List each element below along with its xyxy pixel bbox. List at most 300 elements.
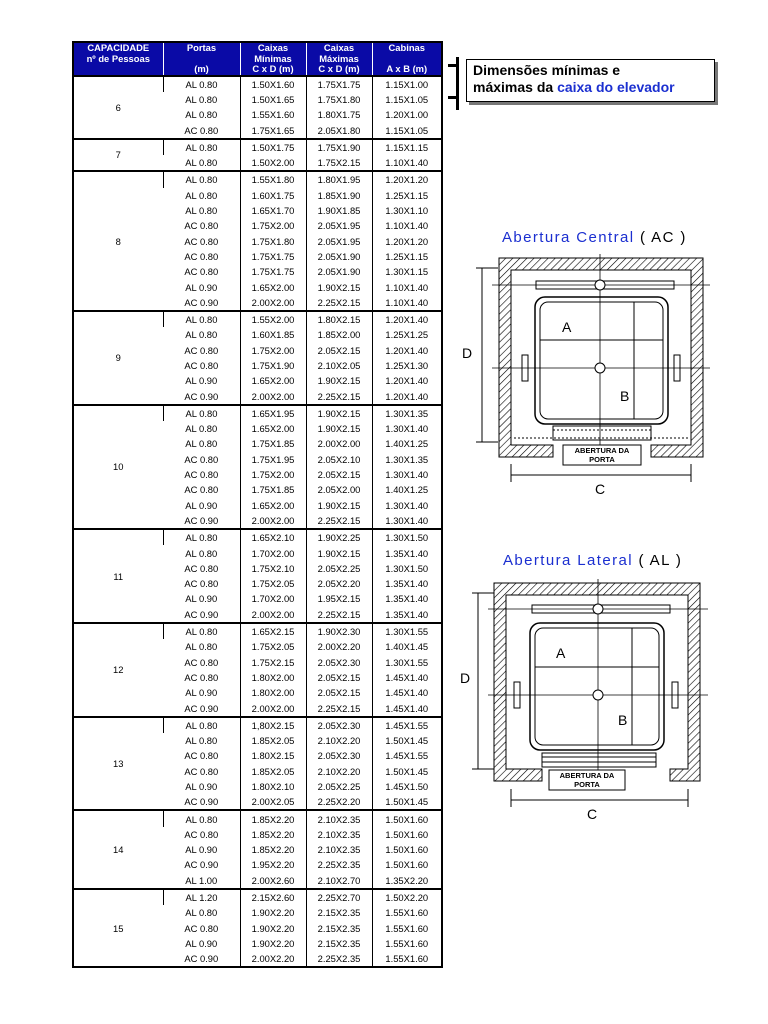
cabin-cell: 1.30X1.35	[372, 405, 442, 421]
min-shaft-cell: 2.00X2.00	[240, 513, 306, 529]
cabin-cell: 1.30X1.40	[372, 421, 442, 436]
min-shaft-cell: 1.85X2.05	[240, 733, 306, 748]
max-shaft-cell: 2.10X2.35	[306, 842, 372, 857]
min-shaft-cell: 1.65X1.95	[240, 405, 306, 421]
cabin-cell: 1.35X1.40	[372, 545, 442, 560]
center-mark	[595, 363, 605, 373]
door-cell: AL 0.80	[185, 641, 218, 653]
door-cell: AL 0.80	[163, 810, 240, 826]
door-cell: AC 0.90	[184, 859, 219, 871]
min-shaft-cell: 1.65X2.00	[240, 421, 306, 436]
min-shaft-cell: 1.55X1.80	[240, 171, 306, 187]
cabin-cell: 1.10X1.40	[372, 218, 442, 233]
door-cell: AC 0.80	[184, 578, 219, 590]
door-cell: AC 0.90	[184, 796, 219, 808]
min-shaft-cell: 1.75X2.00	[240, 467, 306, 482]
cabin	[535, 297, 668, 424]
door-cell: AC 0.80	[184, 344, 219, 356]
cabin-cell: 1.45X1.55	[372, 717, 442, 733]
door-cell: AL 0.90	[185, 937, 218, 949]
title-line-2-prefix: máximas da	[473, 79, 558, 95]
cabin-cell: 1.20X1.40	[372, 373, 442, 388]
max-shaft-cell: 1.75X1.80	[306, 92, 372, 107]
min-shaft-cell: 1.65X2.00	[240, 373, 306, 388]
door-cell: AC 0.80	[184, 124, 219, 136]
door-cell: AL 0.90	[185, 687, 218, 699]
cabin-cell: 1.35X2.20	[372, 873, 442, 889]
door-cell: AL 0.80	[185, 329, 218, 341]
title-line-1: Dimensões mínimas e	[473, 62, 621, 78]
min-shaft-cell: 2.00X2.60	[240, 873, 306, 889]
table-row	[73, 889, 442, 905]
max-shaft-cell: 1.90X2.15	[306, 498, 372, 513]
door-cell: AL 0.90	[185, 375, 218, 387]
min-shaft-cell: 1.75X2.00	[240, 343, 306, 358]
min-shaft-cell: 1.80X2.00	[240, 685, 306, 700]
max-shaft-cell: 2.10X2.20	[306, 764, 372, 779]
max-shaft-cell: 1.90X2.15	[306, 373, 372, 388]
max-shaft-cell: 2.25X2.15	[306, 295, 372, 311]
cabin-cell: 1.25X1.25	[372, 327, 442, 342]
column-header-line: Cabinas	[388, 42, 425, 53]
title-line-2	[473, 79, 708, 96]
capacity-cell: 10	[73, 405, 163, 529]
min-shaft-cell: 1.90X2.20	[240, 921, 306, 936]
cabin-cell: 1.30X1.40	[372, 498, 442, 513]
column-header-line: CAPACIDADE	[87, 42, 150, 53]
door-cell: AL 0.80	[163, 139, 240, 155]
door-cell: AC 0.90	[184, 953, 219, 965]
max-shaft-cell: 2.05X1.90	[306, 249, 372, 264]
max-shaft-cell: 2.00X2.20	[306, 639, 372, 654]
door-cell: AL 0.80	[163, 717, 240, 733]
max-shaft-cell: 2.25X2.15	[306, 700, 372, 716]
max-shaft-cell: 2.05X2.25	[306, 779, 372, 794]
max-shaft-cell: 2.25X2.20	[306, 794, 372, 810]
min-shaft-cell: 1.75X1.90	[240, 358, 306, 373]
cabin-cell: 1.20X1.40	[372, 343, 442, 358]
max-shaft-cell: 2.10X2.20	[306, 733, 372, 748]
door-cell: AC 0.80	[184, 469, 219, 481]
cabin-cell: 1.20X1.00	[372, 107, 442, 122]
table-row	[73, 76, 442, 92]
min-shaft-cell: 1.75X1.65	[240, 122, 306, 138]
table-row	[73, 623, 442, 639]
max-shaft-cell: 1.90X2.15	[306, 545, 372, 560]
min-shaft-cell: 1.60X1.75	[240, 188, 306, 203]
door-cell: AL 0.80	[185, 423, 218, 435]
max-shaft-cell: 2.05X2.25	[306, 561, 372, 576]
door-cell: AL 0.80	[185, 547, 218, 559]
dimension-d-label: D	[460, 670, 471, 686]
door-cell: AL 0.80	[163, 311, 240, 327]
max-shaft-cell: 1.75X1.75	[306, 76, 372, 92]
door-cell: AC 0.80	[184, 266, 219, 278]
cabin-cell: 1.30X1.50	[372, 529, 442, 545]
min-shaft-cell: 1.80X2.00	[240, 670, 306, 685]
cabin-cell: 1.15X1.00	[372, 76, 442, 92]
max-shaft-cell: 2.00X2.00	[306, 436, 372, 451]
min-shaft-cell: 1.55X2.00	[240, 311, 306, 327]
central-diagram-title-code: ( AC )	[634, 229, 687, 246]
cabin-cell: 1.45X1.50	[372, 779, 442, 794]
capacity-cell: 9	[73, 311, 163, 405]
door-opening-label-1: ABERTURA DA	[559, 771, 615, 780]
door-cell: AL 0.80	[163, 623, 240, 639]
title-box	[466, 59, 715, 102]
min-shaft-cell: 1,80X2.15	[240, 717, 306, 733]
door-cell: AC 0.80	[184, 671, 219, 683]
cabin-cell: 1.35X1.40	[372, 607, 442, 623]
min-shaft-cell: 1.75X2.00	[240, 218, 306, 233]
door-cell: AC 0.80	[184, 484, 219, 496]
capacity-cell: 7	[73, 139, 163, 172]
door-cell: AL 0.80	[185, 189, 218, 201]
cabin-cell: 1.15X1.15	[372, 139, 442, 155]
min-shaft-cell: 1.95X2.20	[240, 857, 306, 872]
door-opening-label-1: ABERTURA DA	[574, 446, 630, 455]
max-shaft-cell: 2.10X2.70	[306, 873, 372, 889]
min-shaft-cell: 1.75X1.85	[240, 482, 306, 497]
door-cell: AC 0.80	[184, 765, 219, 777]
door-cell: AL 0.80	[185, 205, 218, 217]
column-header-line: Portas	[186, 42, 217, 53]
min-shaft-cell: 2.00X2.00	[240, 700, 306, 716]
max-shaft-cell: 2.05X2.15	[306, 343, 372, 358]
max-shaft-cell: 2.05X1.90	[306, 264, 372, 279]
cabin-cell: 1.50X1.60	[372, 810, 442, 826]
min-shaft-cell: 1.80X2.10	[240, 779, 306, 794]
cabin-cell: 1.50X1.45	[372, 733, 442, 748]
max-shaft-cell: 1.80X2.15	[306, 311, 372, 327]
lateral-opening-diagram	[458, 577, 720, 823]
door-cell: AL 0.90	[185, 844, 218, 856]
cabin-cell: 1.45X1.40	[372, 700, 442, 716]
door-cell: AL 0.90	[185, 499, 218, 511]
min-shaft-cell: 1.70X2.00	[240, 591, 306, 606]
column-header	[240, 42, 306, 76]
table-row	[73, 171, 442, 187]
table-row	[73, 717, 442, 733]
max-shaft-cell: 1.75X1.90	[306, 139, 372, 155]
door-cell: AL 0.80	[185, 438, 218, 450]
max-shaft-cell: 2.25X2.15	[306, 607, 372, 623]
lateral-diagram-title-text: Abertura Lateral	[503, 552, 633, 569]
min-shaft-cell: 1.65X2.00	[240, 498, 306, 513]
table-row	[73, 311, 442, 327]
column-header	[372, 42, 442, 76]
min-shaft-cell: 1.50X1.65	[240, 92, 306, 107]
cabin-cell: 1.30X1.50	[372, 561, 442, 576]
cabin-cell: 1.50X2.20	[372, 889, 442, 905]
dimension-c-label: C	[595, 481, 606, 497]
cabin-cell: 1.20X1.20	[372, 171, 442, 187]
max-shaft-cell: 2.05X2.20	[306, 576, 372, 591]
door-cell: AL 1.00	[185, 874, 218, 886]
cabin-cell: 1.50X1.60	[372, 842, 442, 857]
cabin-cell: 1.50X1.45	[372, 794, 442, 810]
door-cell: AC 0.80	[184, 359, 219, 371]
door-cell: AC 0.80	[184, 453, 219, 465]
max-shaft-cell: 1.80X1.75	[306, 107, 372, 122]
lateral-diagram-title	[503, 552, 682, 569]
door-cell: AL 0.80	[185, 907, 218, 919]
cabin-cell: 1.25X1.30	[372, 358, 442, 373]
column-header-line: C x D (m)	[318, 63, 360, 74]
cabin-cell: 1.20X1.20	[372, 233, 442, 248]
central-opening-diagram	[462, 252, 722, 497]
cabin-cell: 1.35X1.40	[372, 576, 442, 591]
cabin-cell: 1.30X1.55	[372, 623, 442, 639]
min-shaft-cell: 2.00X2.20	[240, 951, 306, 967]
max-shaft-cell: 2.05X2.15	[306, 467, 372, 482]
max-shaft-cell: 2.05X1.95	[306, 233, 372, 248]
door-cell: AC 0.80	[184, 750, 219, 762]
door-cell: AC 0.80	[184, 235, 219, 247]
center-mark	[593, 690, 603, 700]
max-shaft-cell: 1.90X2.15	[306, 405, 372, 421]
dimension-a-label: A	[556, 645, 566, 661]
min-shaft-cell: 1.85X2.20	[240, 810, 306, 826]
cabin-cell: 1.30X1.40	[372, 513, 442, 529]
door-cell: AL 0.80	[185, 93, 218, 105]
column-header-line: C x D (m)	[252, 63, 294, 74]
cabin-cell: 1.30X1.40	[372, 467, 442, 482]
column-header-line: (m)	[194, 63, 209, 74]
max-shaft-cell: 1.95X2.15	[306, 591, 372, 606]
min-shaft-cell: 1.65X2.00	[240, 279, 306, 294]
door-opening-label-2: PORTA	[574, 780, 600, 789]
max-shaft-cell: 2.25X2.15	[306, 388, 372, 404]
door-cell: AL 0.80	[163, 76, 240, 92]
max-shaft-cell: 2.05X2.30	[306, 717, 372, 733]
lateral-diagram-title-code: ( AL )	[632, 552, 683, 569]
max-shaft-cell: 2.25X2.35	[306, 857, 372, 872]
door-cell: AL 0.80	[163, 171, 240, 187]
door-cell: AC 0.90	[184, 296, 219, 308]
door-cell: AL 0.90	[185, 281, 218, 293]
max-shaft-cell: 2.05X2.30	[306, 654, 372, 669]
max-shaft-cell: 1.85X2.00	[306, 327, 372, 342]
capacity-cell: 8	[73, 171, 163, 311]
dimension-d-label: D	[462, 345, 473, 361]
min-shaft-cell: 1.50X1.75	[240, 139, 306, 155]
max-shaft-cell: 2.05X2.15	[306, 670, 372, 685]
door-cell: AL 0.80	[163, 405, 240, 421]
door-cell: AL 0.80	[185, 157, 218, 169]
cabin-cell: 1.20X1.40	[372, 311, 442, 327]
column-header-line: Máximas	[319, 52, 359, 64]
cabin-cell: 1.50X1.60	[372, 827, 442, 842]
capacity-cell: 11	[73, 529, 163, 623]
min-shaft-cell: 1.55X1.60	[240, 107, 306, 122]
cabin-cell: 1.30X1.15	[372, 264, 442, 279]
min-shaft-cell: 1.80X2.15	[240, 748, 306, 763]
cabin-cell: 1.30X1.55	[372, 654, 442, 669]
dimensions-table-wrapper	[72, 41, 443, 968]
bracket-tick	[448, 64, 459, 67]
cabin-cell: 1.15X1.05	[372, 92, 442, 107]
max-shaft-cell: 2.15X2.35	[306, 921, 372, 936]
capacity-cell: 6	[73, 76, 163, 139]
max-shaft-cell: 2.05X1.95	[306, 218, 372, 233]
max-shaft-cell: 2.05X2.30	[306, 748, 372, 763]
dimension-b-label: B	[618, 712, 628, 728]
max-shaft-cell: 2.25X2.70	[306, 889, 372, 905]
table-body	[73, 76, 442, 968]
max-shaft-cell: 1.90X1.85	[306, 203, 372, 218]
title-line-2-highlight: caixa do elevador	[557, 79, 675, 95]
min-shaft-cell: 1.75X1.85	[240, 436, 306, 451]
cabin-cell: 1.30X1.10	[372, 203, 442, 218]
cabin-cell: 1.10X1.40	[372, 295, 442, 311]
max-shaft-cell: 1.90X2.25	[306, 529, 372, 545]
column-header	[73, 42, 163, 76]
door-cell: AC 0.80	[184, 250, 219, 262]
capacity-cell: 13	[73, 717, 163, 811]
cabin-cell: 1.55X1.60	[372, 936, 442, 951]
door-opening-label-2: PORTA	[589, 455, 615, 464]
door-cell: AC 0.90	[184, 702, 219, 714]
min-shaft-cell: 2.00X2.05	[240, 794, 306, 810]
min-shaft-cell: 1.75X1.80	[240, 233, 306, 248]
door-cell: AC 0.80	[184, 828, 219, 840]
cabin-cell: 1.45X1.55	[372, 748, 442, 763]
central-diagram-title-text: Abertura Central	[502, 229, 635, 246]
cabin-cell: 1.55X1.60	[372, 951, 442, 967]
table-header	[73, 42, 442, 76]
dimension-c-label: C	[587, 806, 598, 822]
door-cell: AC 0.80	[184, 922, 219, 934]
max-shaft-cell: 2.10X2.35	[306, 827, 372, 842]
door-cell: AC 0.90	[184, 608, 219, 620]
table-row	[73, 810, 442, 826]
min-shaft-cell: 1.85X2.05	[240, 764, 306, 779]
min-shaft-cell: 1.50X2.00	[240, 155, 306, 171]
min-shaft-cell: 1.50X1.60	[240, 76, 306, 92]
column-header	[163, 42, 240, 76]
cabin-cell: 1.25X1.15	[372, 249, 442, 264]
cabin-cell: 1.20X1.40	[372, 388, 442, 404]
min-shaft-cell: 1.90X2.20	[240, 905, 306, 920]
cabin-cell: 1.40X1.25	[372, 482, 442, 497]
door-cell: AL 0.80	[185, 735, 218, 747]
cabin-cell: 1.25X1.15	[372, 188, 442, 203]
min-shaft-cell: 1.75X2.05	[240, 576, 306, 591]
cabin-cell: 1.15X1.05	[372, 122, 442, 138]
max-shaft-cell: 1.80X1.95	[306, 171, 372, 187]
table-row	[73, 139, 442, 155]
dimension-a-label: A	[562, 319, 572, 335]
capacity-cell: 14	[73, 810, 163, 888]
min-shaft-cell: 1.85X2.20	[240, 827, 306, 842]
door-cell: AL 0.80	[163, 529, 240, 545]
door-cell: AL 0.90	[185, 781, 218, 792]
min-shaft-cell: 2.00X2.00	[240, 388, 306, 404]
max-shaft-cell: 2.15X2.35	[306, 905, 372, 920]
max-shaft-cell: 2.05X1.80	[306, 122, 372, 138]
central-diagram-title	[502, 229, 687, 246]
table-row	[73, 405, 442, 421]
cabin-cell: 1.45X1.40	[372, 670, 442, 685]
min-shaft-cell: 2.00X2.00	[240, 295, 306, 311]
max-shaft-cell: 2.10X2.05	[306, 358, 372, 373]
min-shaft-cell: 1.75X2.15	[240, 654, 306, 669]
cabin-cell: 1.45X1.40	[372, 685, 442, 700]
door-cell: AL 1.20	[163, 889, 240, 905]
door-cell: AC 0.80	[184, 562, 219, 574]
dimension-b-label: B	[620, 388, 630, 404]
min-shaft-cell: 2.00X2.00	[240, 607, 306, 623]
cabin-cell: 1.10X1.40	[372, 155, 442, 171]
column-header-line: A x B (m)	[386, 63, 428, 74]
min-shaft-cell: 1.65X2.10	[240, 529, 306, 545]
cabin	[530, 623, 664, 750]
cabin-cell: 1.40X1.25	[372, 436, 442, 451]
door-cell: AC 0.80	[184, 656, 219, 668]
cabin-cell: 1.55X1.60	[372, 905, 442, 920]
column-header	[306, 42, 372, 76]
max-shaft-cell: 2.10X2.35	[306, 810, 372, 826]
max-shaft-cell: 2.25X2.15	[306, 513, 372, 529]
table-row	[73, 529, 442, 545]
max-shaft-cell: 1.90X2.30	[306, 623, 372, 639]
center-mark	[595, 280, 605, 290]
max-shaft-cell: 1.90X2.15	[306, 279, 372, 294]
column-header-line	[74, 64, 163, 75]
capacity-cell: 12	[73, 623, 163, 717]
max-shaft-cell: 2.05X2.10	[306, 452, 372, 467]
door-cell: AL 0.80	[185, 109, 218, 121]
min-shaft-cell: 1.70X2.00	[240, 545, 306, 560]
min-shaft-cell: 1.65X1.70	[240, 203, 306, 218]
min-shaft-cell: 1.60X1.85	[240, 327, 306, 342]
min-shaft-cell: 2.15X2.60	[240, 889, 306, 905]
max-shaft-cell: 1.75X2.15	[306, 155, 372, 171]
column-header-line: nº de Pessoas	[86, 52, 150, 64]
min-shaft-cell: 1.65X2.15	[240, 623, 306, 639]
min-shaft-cell: 1.90X2.20	[240, 936, 306, 951]
door-cell: AL 0.90	[185, 593, 218, 605]
door-cell: AC 0.80	[184, 220, 219, 232]
door-cell: AC 0.90	[184, 390, 219, 402]
cabin-cell: 1.40X1.45	[372, 639, 442, 654]
door-cell: AC 0.90	[184, 514, 219, 526]
column-header-line: Mínimas	[254, 52, 292, 64]
max-shaft-cell: 1.90X2.15	[306, 421, 372, 436]
min-shaft-cell: 1.75X1.75	[240, 249, 306, 264]
dimensions-table	[72, 41, 443, 968]
min-shaft-cell: 1.85X2.20	[240, 842, 306, 857]
min-shaft-cell: 1.75X1.95	[240, 452, 306, 467]
max-shaft-cell: 2.25X2.35	[306, 951, 372, 967]
center-mark	[593, 604, 603, 614]
cabin-cell: 1.50X1.45	[372, 764, 442, 779]
door-sill	[542, 753, 656, 767]
column-header-line: Caixas	[257, 42, 289, 53]
min-shaft-cell: 1.75X2.10	[240, 561, 306, 576]
cabin-cell: 1.35X1.40	[372, 591, 442, 606]
min-shaft-cell: 1.75X2.05	[240, 639, 306, 654]
capacity-cell: 15	[73, 889, 163, 967]
cabin-cell: 1.30X1.35	[372, 452, 442, 467]
cabin-cell: 1.50X1.60	[372, 857, 442, 872]
max-shaft-cell: 2.05X2.00	[306, 482, 372, 497]
max-shaft-cell: 1.85X1.90	[306, 188, 372, 203]
min-shaft-cell: 1.75X1.75	[240, 264, 306, 279]
cabin-cell: 1.10X1.40	[372, 279, 442, 294]
bracket-tick	[448, 96, 459, 99]
